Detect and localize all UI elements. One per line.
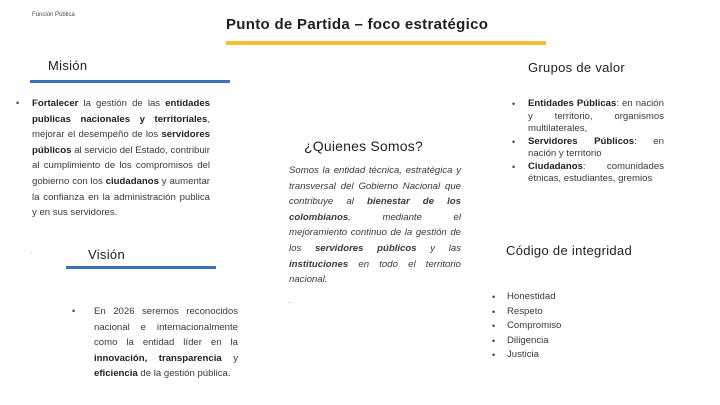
emphasis-text: Fortalecer xyxy=(32,98,79,109)
bullet-icon: • xyxy=(492,335,496,346)
bullet-icon: • xyxy=(512,161,516,172)
quienes-title: ¿Quienes Somos? xyxy=(304,138,423,154)
stray-dot: . xyxy=(30,246,33,255)
codigo-list xyxy=(492,290,612,363)
list-item xyxy=(492,334,612,349)
bullet-icon: • xyxy=(492,321,496,332)
stray-dot: . xyxy=(288,296,291,305)
list-item xyxy=(492,290,612,305)
body-text: Somos la entidad técnica, estratégica y transversal del Gobierno Nacional que contribuye al xyxy=(289,165,461,208)
list-item xyxy=(16,96,210,221)
body-text: la gestión de las xyxy=(78,98,166,109)
bullet-icon: • xyxy=(512,136,516,147)
list-item xyxy=(492,305,612,320)
emphasis-text: instituciones xyxy=(289,258,349,270)
emphasis-text: eficiencia xyxy=(94,368,138,380)
bullet-icon: • xyxy=(492,292,496,302)
mision-list xyxy=(16,96,210,221)
emphasis-text: Entidades Públicas xyxy=(528,98,617,109)
emphasis-text: entidades publicas nacionales y territoriales xyxy=(32,98,210,125)
vision-underline xyxy=(66,266,216,269)
emphasis-text: servidores públicos xyxy=(32,129,210,156)
body-text: , mejorar el desempeño de los xyxy=(32,113,210,141)
value-label: Respeto xyxy=(507,305,543,317)
body-text: y las xyxy=(416,242,461,254)
body-text: y xyxy=(221,352,238,364)
body-text: : en nación y territorio xyxy=(528,135,664,159)
value-label: Compromiso xyxy=(507,320,562,332)
body-text: al servicio del Estado, contribuir al cumplimiento de los compromisos del gobierno con los xyxy=(32,144,210,187)
quienes-text xyxy=(289,163,461,288)
emphasis-text: servidores públicos xyxy=(314,242,417,254)
page-title: Punto de Partida – foco estratégico xyxy=(226,16,489,33)
list-item xyxy=(492,348,612,363)
body-text: : comunidades étnicas, estudiantes, gremios xyxy=(528,160,664,184)
value-label: Justicia xyxy=(507,349,539,361)
body-text: , mediante el mejoramiento continuo de la gestión de los xyxy=(289,211,461,254)
bullet-icon: • xyxy=(512,99,516,109)
bullet-icon: • xyxy=(492,350,496,361)
emphasis-text: Servidores Públicos xyxy=(528,135,635,147)
grupos-title: Grupos de valor xyxy=(528,60,625,75)
emphasis-text: innovación, transparencia xyxy=(94,352,222,364)
list-item xyxy=(72,304,238,382)
mision-underline xyxy=(30,80,230,83)
body-text: : en nación y territorio, organismos multilaterales, xyxy=(528,98,664,134)
bullet-icon: • xyxy=(492,306,496,317)
codigo-title: Código de integridad xyxy=(506,243,632,258)
value-label: Diligencia xyxy=(507,334,549,346)
value-label: Honestidad xyxy=(507,291,556,302)
bullet-icon: • xyxy=(16,98,20,108)
grupos-list xyxy=(512,98,664,186)
emphasis-text: Ciudadanos xyxy=(528,160,583,172)
vision-list xyxy=(72,304,238,382)
list-item xyxy=(512,161,664,186)
title-underline xyxy=(226,41,546,45)
list-item xyxy=(492,319,612,334)
body-text: en todo el territorio nacional. xyxy=(289,258,461,286)
body-text: y aumentar la confianza en la administración publica y en sus servidores. xyxy=(32,175,210,219)
body-text: En 2026 seremos reconocidos nacional e internacionalmente como la entidad líder en la xyxy=(94,306,238,349)
emphasis-text: ciudadanos xyxy=(105,175,159,187)
vision-title: Visión xyxy=(88,247,125,262)
bullet-icon: • xyxy=(72,306,76,316)
mision-title: Misión xyxy=(48,58,88,73)
list-item xyxy=(512,98,664,136)
emphasis-text: bienestar de los colombianos xyxy=(289,196,462,223)
body-text: de la gestión pública. xyxy=(137,368,231,380)
list-item xyxy=(512,136,664,161)
brand-label: Función Pública xyxy=(32,12,75,18)
